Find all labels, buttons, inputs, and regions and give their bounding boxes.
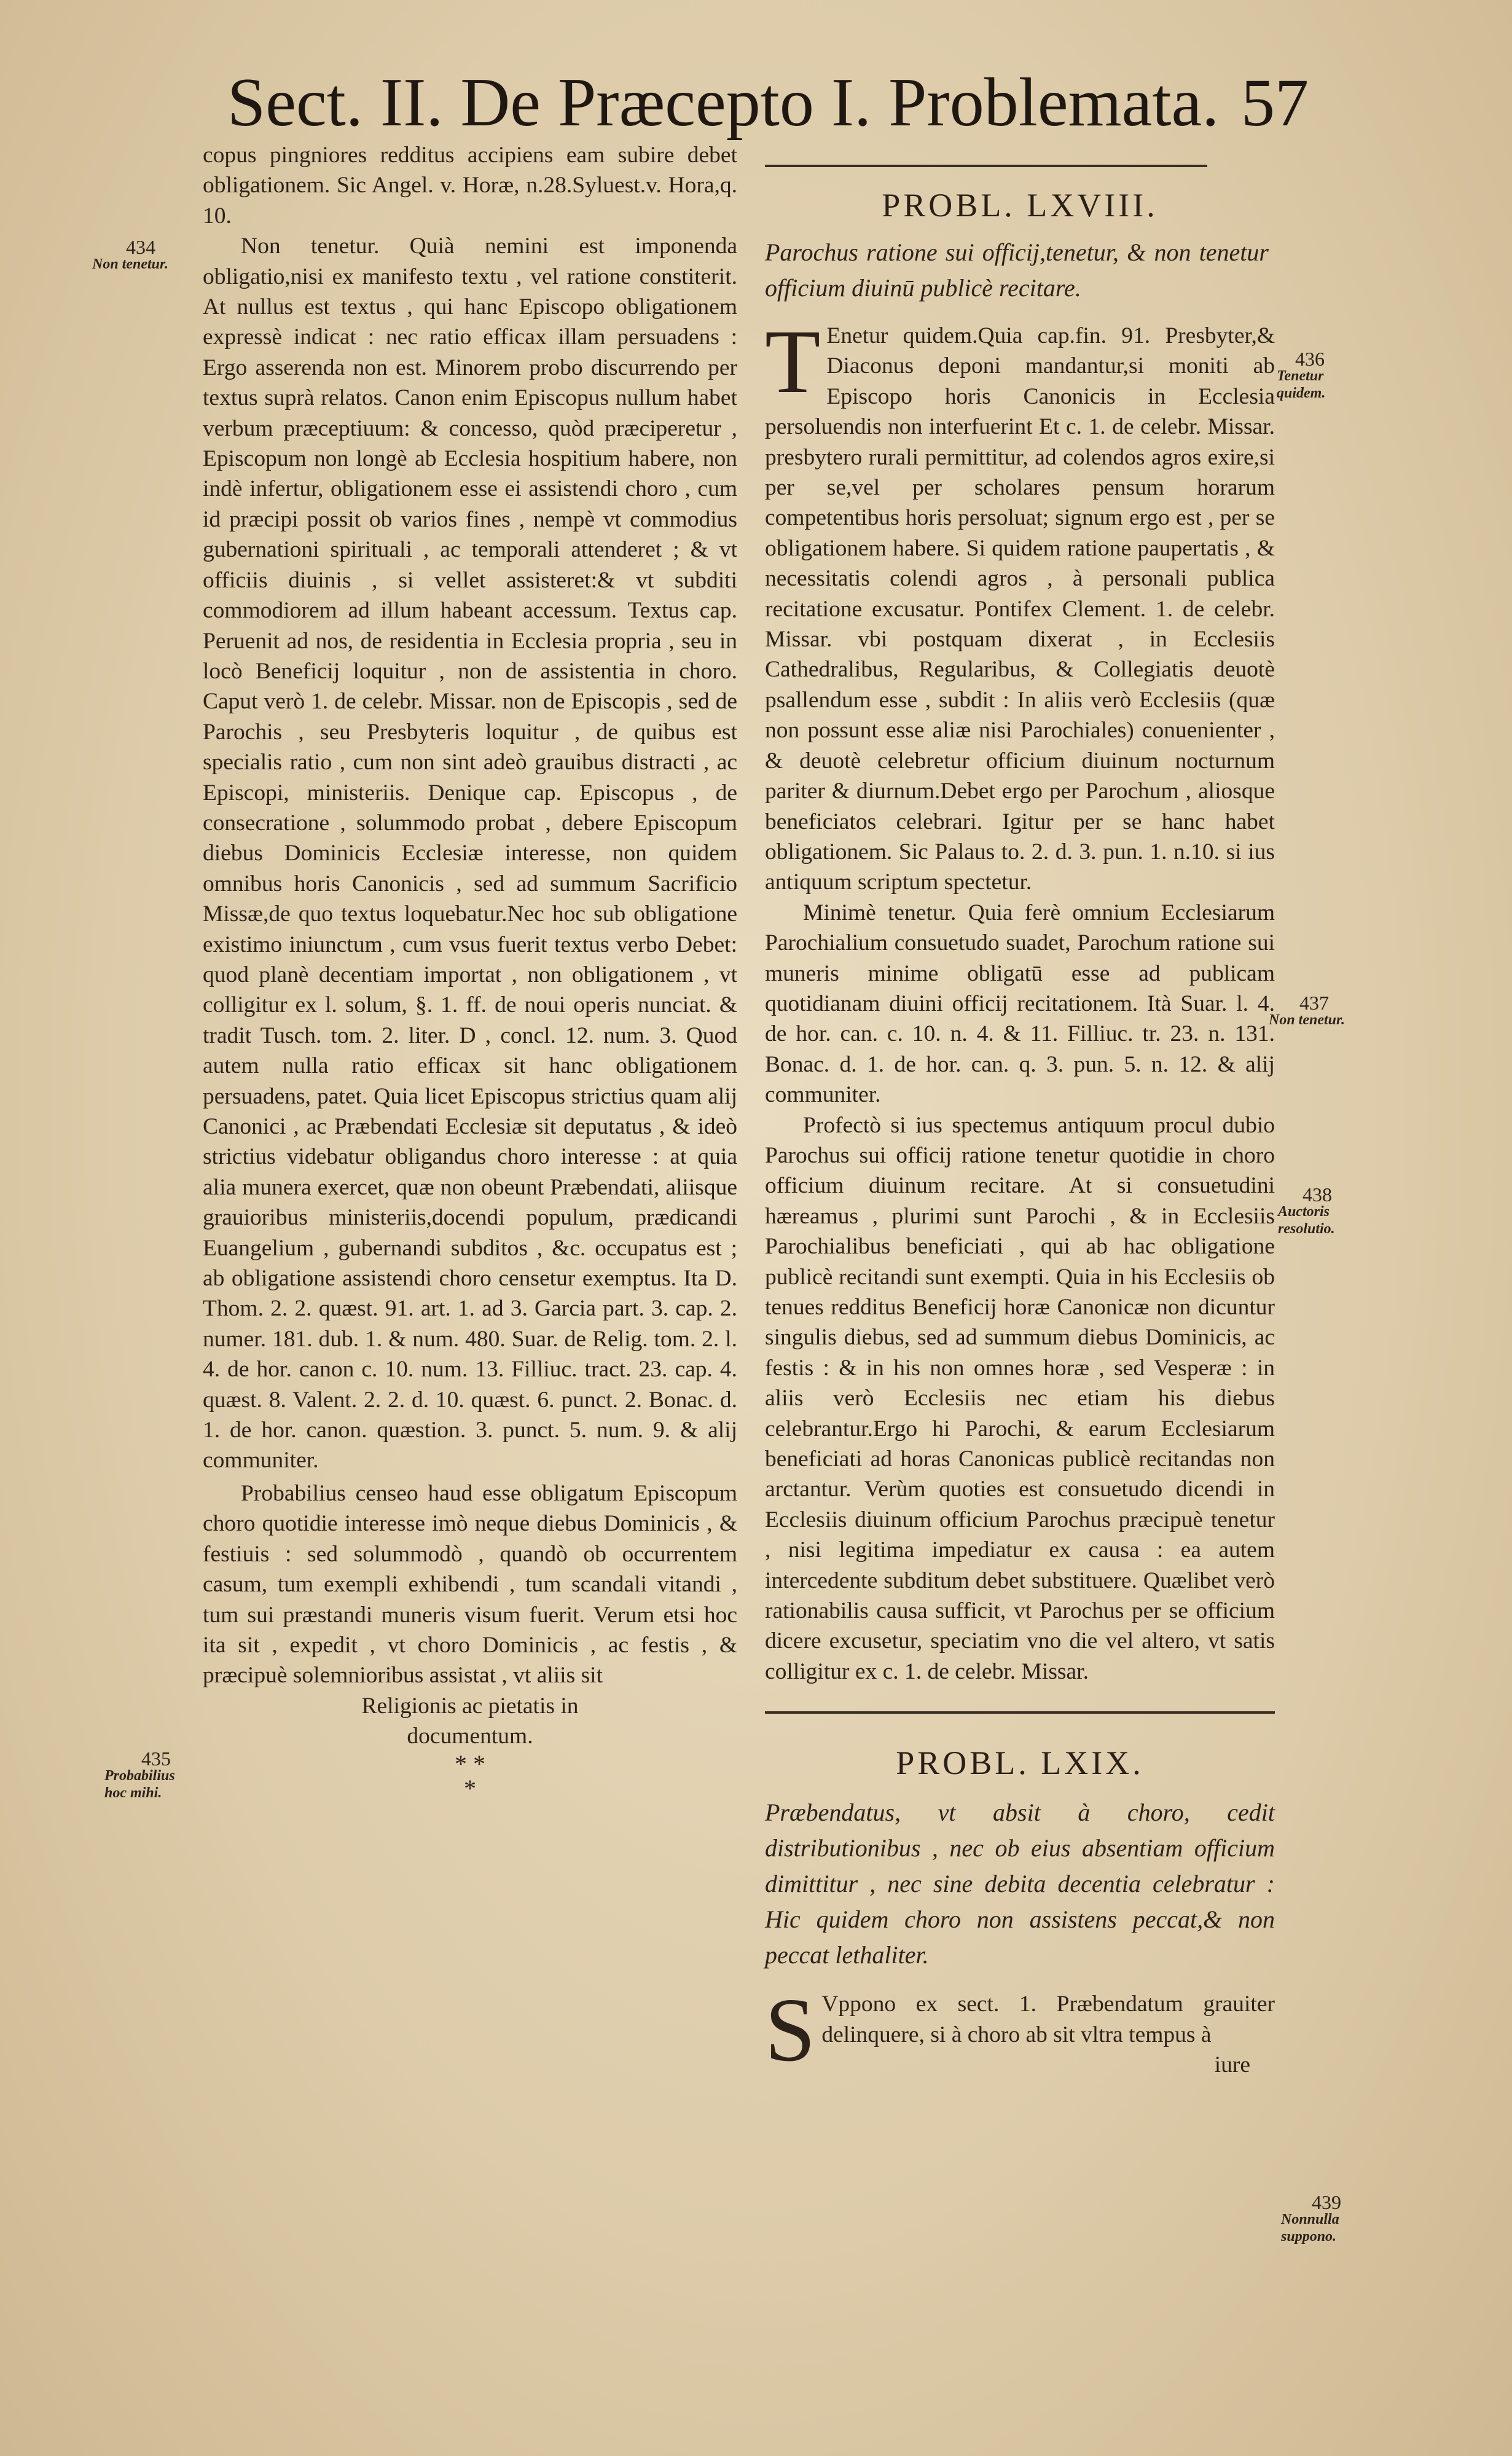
left-paragraph-probabilius: Probabilius censeo haud esse obligatum Episcopum choro quotidie interesse imò neque diebus Dominicis , & festiuis : sed solummodò , quandò ob occurrentem casum, tum exempli exhibendi , tum scandali vitandi , tum sui præstandi muneris visum fuerit. Verum etsi hoc ita sit , expedit , vt choro Dominicis , ac festis , & præcipuè solemnioribus assistat , vt aliis sit xyxy=(203,1480,737,1689)
probl-68-paragraph-3: Profectò si ius spectemus antiquum procul dubio Parochus sui officij ratione tenetur quotidie in choro officium diuinum recitare. At si consuetudini hæreamus , plurimi sunt Parochi , & in Ecclesiis Parochialibus beneficiati , qui ab hac obligatione publicè recitandi sunt exempti. Quia in his Ecclesiis ob tenues redditus Beneficij horæ Canonicæ non dicuntur singulis diebus, sed ad summum diebus Dominicis, ac festis : & in his non omnes horæ , sed Vesperæ : in aliis verò Ecclesiis nec etiam his diebus celebrantur.Ergo hi Parochi, & earum Ecclesiarum beneficiati ad horas Canonicas publicè recitandas non arctantur. Verùm quoties est consuetudo dicendi in Ecclesiis diuinum officium Parochus præcipuè tenetur , nisi legitima impediatur ex causa : ea autem intercedente subditum debet substituere. Quælibet verò rationabilis causa sufficit, vt Parochus per se officium dicere excusetur, speciatim vno die vel altero, vt satis colligitur ex c. 1. de celebr. Missar. xyxy=(765,1112,1275,1684)
margin-number-438: 438 xyxy=(1302,1183,1332,1206)
margin-number-436: 436 xyxy=(1295,348,1325,370)
probl-68-paragraph-1 xyxy=(765,312,1275,898)
margin-note-437 xyxy=(1269,994,1379,1029)
margin-number-435: 435 xyxy=(141,1748,171,1770)
left-paragraph-continuation: copus pingniores redditus accipiens eam subire debet obligationem. Sic Angel. v. Horæ, n.28.Syluest.v. Hora,q. 10. xyxy=(203,143,737,229)
margin-text-435: Probabilius hoc mihi. xyxy=(104,1768,175,1801)
dropcap-t: T xyxy=(765,312,821,412)
probl-69-paragraph-1-text: Vppono ex sect. 1. Præbendatum grauiter delinquere, si à choro ab sit vltra tempus à xyxy=(821,1991,1275,2047)
margin-number-439: 439 xyxy=(1312,2191,1341,2213)
margin-text-436: Tenetur quidem. xyxy=(1277,368,1326,401)
probl-68-paragraph-2: Minimè tenetur. Quia ferè omnium Ecclesiarum Parochialium consuetudo suadet, Parochum ratione sui muneris minime obligatū esse ad publicam quotidianam diuini officij recitationem. Ità Suar. l. 4. de hor. can. c. 10. n. 4. & 11. Filliuc. tr. 23. n. 131. Bonac. d. 1. de hor. can. q. 3. pun. 5. n. 12. & alij communiter. xyxy=(765,900,1275,1108)
left-paragraph-non-tenetur: Non tenetur. Quià nemini est imponenda obligatio,nisi ex manifesto textu , vel ratione constiterit. At nullus est textus , qui hanc Episcopo obligationem expressè indicat : nec ratio efficax illam persuadens : Ergo asserenda non est. Minorem probo discurrendo per textus suprà relatos. Canon enim Episcopus nullum habet verbum præceptiuum: & concesso, quòd præciperetur , Episcopum non longè ab Ecclesia hospitium habere, non indè infertur, obligationem esse ei assistendi choro , cum id præcipi possit ob varios fines , nempè vt commodius gubernationi spirituali , ac temporali attenderet ; & vt officiis diuinis , si vellet assisteret:& vt subditi commodiorem ad illum habeant accessum. Textus cap. Peruenit ad nos, de residentia in Ecclesia propria , seu in locò Beneficij loquitur , non de assistentia in choro. Caput verò 1. de celebr. Missar. non de Episcopis , sed de Parochis , seu Presbyteris loquitur , de quibus est specialis ratio , cum non sint adeò grauibus distracti , ac Episcopi, ministeriis. Denique cap. Episcopus , de consecratione , solummodo probat , debere Episcopum diebus Dominicis Ecclesiæ interesse, non quidem omnibus horis Canonicis , sed ad summum Sacrificio Missæ,de quo textus loquebatur.Nec hoc sub obligatione existimo iniunctum , cum vsus fuerit textus verbo Debet: quod planè decentiam importat , non obligationem , vt colligitur ex l. solum, §. 1. ff. de noui operis nunciat. & tradit Tusch. tom. 2. liter. D , concl. 12. num. 3. Quod autem nulla ratio efficax sit hanc obligationem persuadens, patet. Quia licet Episcopus strictius quam alij Canonici , ac Præbendati Ecclesiæ sit deputatus , & ideò strictius videbatur obligandus choro interesse : at quia alia munera exercet, quæ non obeunt Præbendati, aliisque grauioribus ministeriis,docendi populum, prædicandi Euangelium , gubernandi subditos , &c. occupatus est ; ab obligatione assistendi choro censetur exemptus. Ita D. Thom. 2. 2. quæst. 91. art. 1. ad 3. Garcia part. 3. cap. 2. numer. 181. dub. 1. & num. 480. Suar. de Relig. tom. 2. l. 4. de hor. canon c. 10. num. 13. Filliuc. tract. 23. cap. 4. quæst. 8. Valent. 2. 2. d. 10. quæst. 6. punct. 2. Bonac. d. 1. de hor. canon. quæstion. 3. punct. 5. num. 9. & alij communiter. xyxy=(203,233,737,1473)
dropcap-s: S xyxy=(765,1980,816,2081)
ornament-stars: * * * xyxy=(455,1749,485,1802)
left-paragraph-closing: Religionis ac pietatis in documentum. xyxy=(361,1693,579,1749)
margin-text-437: Non tenetur. xyxy=(1269,1012,1346,1028)
margin-number-434: 434 xyxy=(126,236,155,258)
right-column xyxy=(765,184,1275,2081)
margin-text-434: Non tenetur. xyxy=(92,256,169,272)
probl-68-paragraph-1-text: Enetur quidem.Quia cap.fin. 91. Presbyter,& Diaconus deponi mandantur,si moniti ab Episcopo horis Canonicis in Ecclesia persoluendis non interfuerint Et c. 1. de celebr. Missar. presbytero rurali permittitur, ad colendos agros exire,si per se,vel per scholares pensum horarum competentibus horis persoluat; signum ergo est , per se obligationem habere. Si quidem ratione paupertatis , & necessitatis colendi agros , à personali publica recitatione excusatur. Pontifex Clement. 1. de celebr. Missar. vbi postquam dixerat , in Ecclesiis Cathedralibus, Regularibus, & Collegiatis deuotè psallendum esse , subdit : In aliis verò Ecclesiis (quæ non possunt esse aliæ nisi Parochiales) conuenienter , & deuotè celebretur officium diuinum nocturnum pariter & diurnum.Debet ergo per Parochum , aliosque beneficiatos celebrari. Igitur per se hanc habet obligationem. Sic Palaus to. 2. d. 3. pun. 1. n.10. si ius antiquum scriptum spectetur. xyxy=(765,323,1275,895)
running-header xyxy=(227,57,1309,149)
header-title: Sect. II. De Præcepto I. Problemata. xyxy=(227,65,1220,141)
probl-69-title: PROBL. LXIX. xyxy=(896,1744,1144,1782)
margin-number-437: 437 xyxy=(1299,992,1329,1014)
section-rule xyxy=(765,1711,1275,1714)
catchword: iure xyxy=(1214,2052,1250,2078)
margin-text-439: Nonnulla suppono. xyxy=(1281,2211,1339,2245)
margin-note-439 xyxy=(1281,2191,1379,2245)
page-number: 57 xyxy=(1241,65,1309,140)
margin-note-434 xyxy=(92,238,197,273)
margin-note-435 xyxy=(104,1750,197,1802)
left-column xyxy=(203,140,737,1801)
probl-69-summary: Præbendatus, vt absit à choro, cedit distributionibus , nec ob eius absentiam officium dimittitur , nec sine debita decentia celebratur : Hic quidem choro non assistens peccat,& non peccat lethaliter. xyxy=(765,1799,1275,1969)
probl-68-summary: Parochus ratione sui officij,tenetur, & non tenetur officium diuinū publicè recitare. xyxy=(765,238,1269,302)
top-rule xyxy=(765,165,1207,167)
margin-note-436 xyxy=(1277,350,1375,402)
margin-note-438 xyxy=(1278,1183,1376,1238)
probl-68-title: PROBL. LXVIII. xyxy=(882,187,1158,224)
margin-text-438: Auctoris resolutio. xyxy=(1278,1204,1335,1237)
